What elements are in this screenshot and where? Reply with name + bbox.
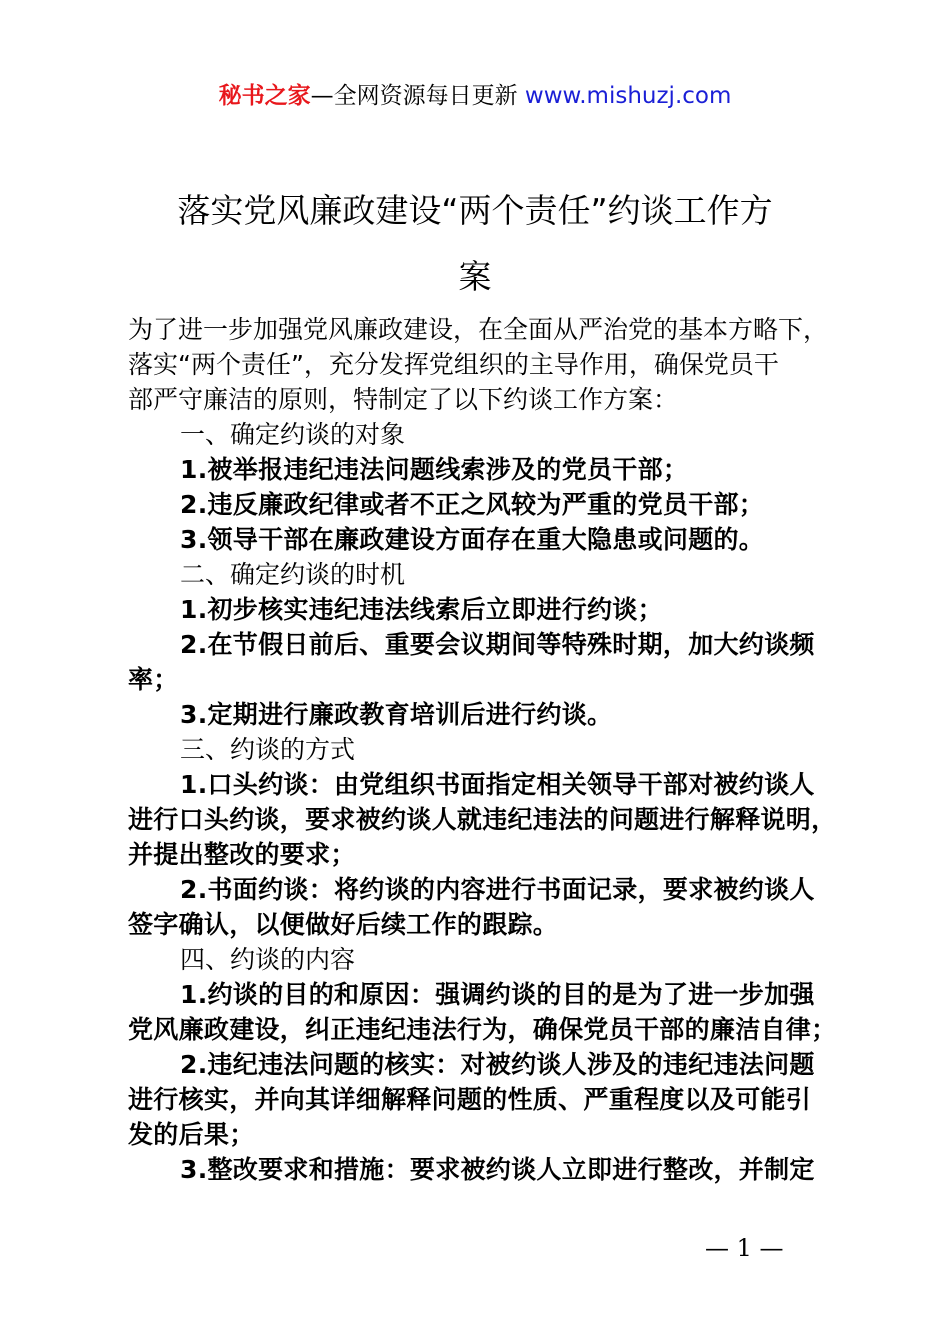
- section-3-heading: 三、约谈的方式: [180, 735, 356, 764]
- section-4-heading: 四、约谈的内容: [180, 945, 356, 974]
- section-4-item-2-line-1: 2.违纪违法问题的核实：对被约谈人涉及的违纪违法问题: [180, 1050, 815, 1079]
- page-number: — 1 —: [705, 1234, 784, 1262]
- site-url-link[interactable]: www.mishuzj.com: [524, 83, 732, 109]
- section-4-item-1-line-2: 党风廉政建设，纠正违纪违法行为，确保党员干部的廉洁自律；: [128, 1015, 837, 1044]
- section-2-item-2-line-1: 2.在节假日前后、重要会议期间等特殊时期，加大约谈频: [180, 630, 815, 659]
- section-1-item-1: 1.被举报违纪违法问题线索涉及的党员干部；: [180, 455, 689, 484]
- section-3-item-2-line-2: 签字确认，以便做好后续工作的跟踪。: [128, 910, 559, 939]
- section-2-item-2-line-2: 率；: [128, 665, 179, 694]
- intro-line-2: 落实“两个责任”，充分发挥党组织的主导作用，确保党员干: [128, 350, 779, 379]
- section-1-item-2: 2.违反廉政纪律或者不正之风较为严重的党员干部；: [180, 490, 765, 519]
- intro-line-1: 为了进一步加强党风廉政建设，在全面从严治党的基本方略下，: [128, 315, 829, 344]
- section-1-heading: 一、确定约谈的对象: [180, 420, 406, 449]
- section-2-item-3: 3.定期进行廉政教育培训后进行约谈。: [180, 700, 613, 729]
- section-3-item-1-line-2: 进行口头约谈，要求被约谈人就违纪违法的问题进行解释说明，: [128, 805, 837, 834]
- section-4-item-1-line-1: 1.约谈的目的和原因：强调约谈的目的是为了进一步加强: [180, 980, 815, 1009]
- section-4-item-3-line-1: 3.整改要求和措施：要求被约谈人立即进行整改，并制定: [180, 1155, 815, 1184]
- document-title-line-1: 落实党风廉政建设“两个责任”约谈工作方: [177, 191, 773, 230]
- section-3-item-1-line-1: 1.口头约谈：由党组织书面指定相关领导干部对被约谈人: [180, 770, 815, 799]
- site-tagline: —全网资源每日更新: [310, 83, 518, 109]
- section-3-item-1-line-3: 并提出整改的要求；: [128, 840, 356, 869]
- document-title-line-2: 案: [458, 257, 492, 296]
- document-body: [128, 312, 838, 1187]
- site-header: [0, 80, 950, 112]
- section-1-item-3: 3.领导干部在廉政建设方面存在重大隐患或问题的。: [180, 525, 765, 554]
- section-2-item-1: 1.初步核实违纪违法线索后立即进行约谈；: [180, 595, 663, 624]
- section-2-heading: 二、确定约谈的时机: [180, 560, 406, 589]
- section-3-item-2-line-1: 2.书面约谈：将约谈的内容进行书面记录，要求被约谈人: [180, 875, 815, 904]
- section-4-item-2-line-3: 发的后果；: [128, 1120, 255, 1149]
- site-brand: 秘书之家: [218, 83, 311, 109]
- intro-line-3: 部严守廉洁的原则，特制定了以下约谈工作方案：: [128, 385, 679, 414]
- section-4-item-2-line-2: 进行核实，并向其详细解释问题的性质、严重程度以及可能引: [128, 1085, 812, 1114]
